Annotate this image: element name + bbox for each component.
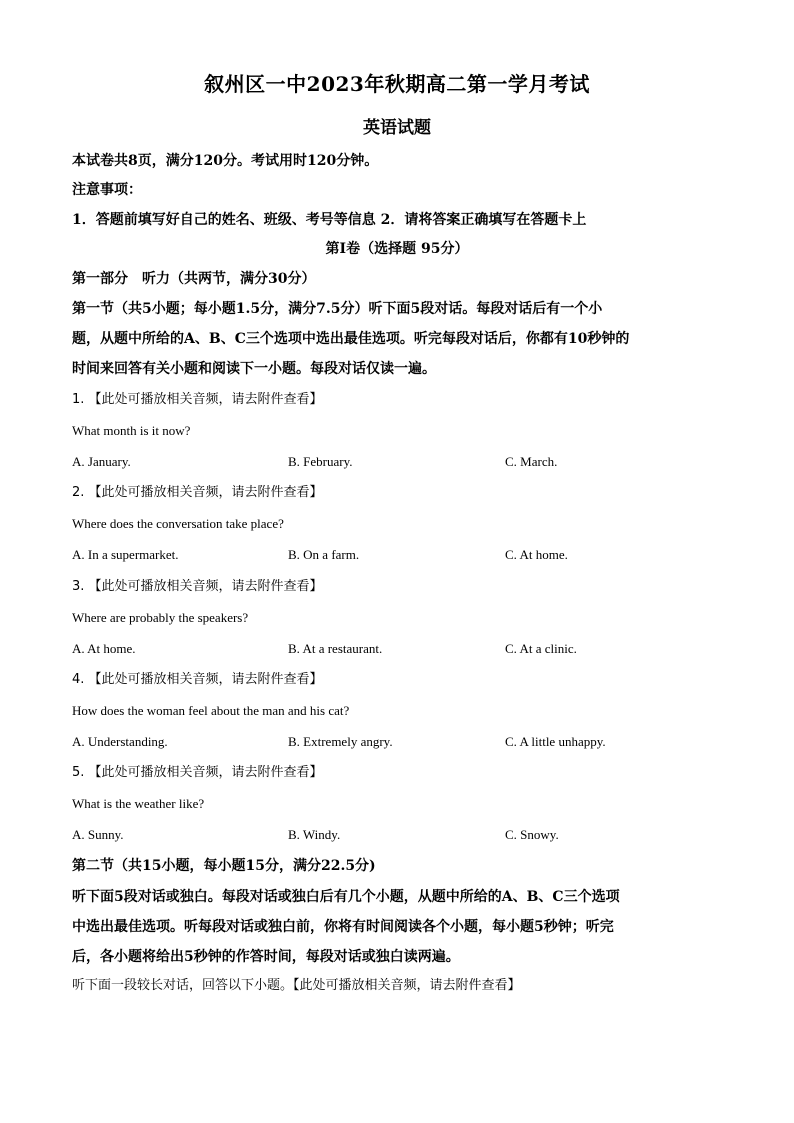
option-c[interactable]: C. Snowy.: [505, 827, 559, 842]
option-a[interactable]: A. Understanding.: [72, 734, 168, 749]
section1-line: 时间来回答有关小题和阅读下一小题。每段对话仅读一遍。: [72, 361, 436, 377]
question-text: Where are probably the speakers?: [72, 610, 249, 625]
audio-placeholder[interactable]: 2. 【此处可播放相关音频，请去附件查看】: [72, 485, 323, 500]
option-a[interactable]: A. At home.: [72, 641, 136, 656]
section2-line: 后，各小题将给出5秒钟的作答时间，每段对话或独白读两遍。: [72, 949, 460, 965]
option-b[interactable]: B. Extremely angry.: [288, 734, 393, 749]
audio-placeholder[interactable]: 3. 【此处可播放相关音频，请去附件查看】: [72, 579, 323, 594]
section2-line: 听下面5段对话或独白。每段对话或独白后有几个小题，从题中所给的A、B、C三个选项: [72, 889, 620, 905]
option-c[interactable]: C. At home.: [505, 547, 568, 562]
section2-line: 中选出最佳选项。听每段对话或独白前，你将有时间阅读各个小题，每小题5秒钟；听完: [72, 919, 614, 935]
option-b[interactable]: B. On a farm.: [288, 547, 360, 562]
section1-line: 第一节（共5小题；每小题1.5分，满分7.5分）听下面5段对话。每段对话后有一个小: [72, 301, 603, 317]
question-text: How does the woman feel about the man and his cat?: [72, 703, 350, 718]
option-c[interactable]: C. At a clinic.: [505, 641, 577, 656]
option-c[interactable]: C. March.: [505, 454, 558, 469]
question-text: Where does the conversation take place?: [72, 516, 284, 531]
notes-heading: 注意事项：: [72, 182, 142, 198]
notes-line: 1．答题前填写好自己的姓名、班级、考号等信息 2．请将答案正确填写在答题卡上: [72, 212, 587, 228]
option-b[interactable]: B. Windy.: [288, 827, 341, 842]
option-a[interactable]: A. In a supermarket.: [72, 547, 179, 562]
audio-placeholder[interactable]: 4. 【此处可播放相关音频，请去附件查看】: [72, 672, 323, 687]
question-text: What is the weather like?: [72, 796, 205, 811]
audio-placeholder[interactable]: 5. 【此处可播放相关音频，请去附件查看】: [72, 765, 323, 780]
option-a[interactable]: A. January.: [72, 454, 131, 469]
option-c[interactable]: C. A little unhappy.: [505, 734, 606, 749]
section1-line: 题，从题中所给的A、B、C三个选项中选出最佳选项。听完每段对话后，你都有10秒钟的: [72, 331, 630, 347]
option-b[interactable]: B. At a restaurant.: [288, 641, 383, 656]
option-b[interactable]: B. February.: [288, 454, 353, 469]
exam-info: 本试卷共8页，满分120分。考试用时120分钟。: [72, 153, 379, 169]
part1-heading: 第一部分 听力（共两节，满分30分）: [72, 271, 316, 287]
exam-title: 叙州区一中2023年秋期高二第一学月考试: [204, 72, 590, 96]
audio-placeholder[interactable]: 1. 【此处可播放相关音频，请去附件查看】: [72, 392, 323, 407]
audio-instruction[interactable]: 听下面一段较长对话，回答以下小题。【此处可播放相关音频，请去附件查看】: [72, 978, 521, 993]
section2-heading: 第二节（共15小题，每小题15分，满分22.5分): [72, 858, 376, 874]
volume-heading: 第I卷（选择题 95分）: [325, 241, 469, 257]
question-text: What month is it now?: [72, 423, 191, 438]
option-a[interactable]: A. Sunny.: [72, 827, 124, 842]
exam-subtitle: 英语试题: [363, 118, 431, 138]
